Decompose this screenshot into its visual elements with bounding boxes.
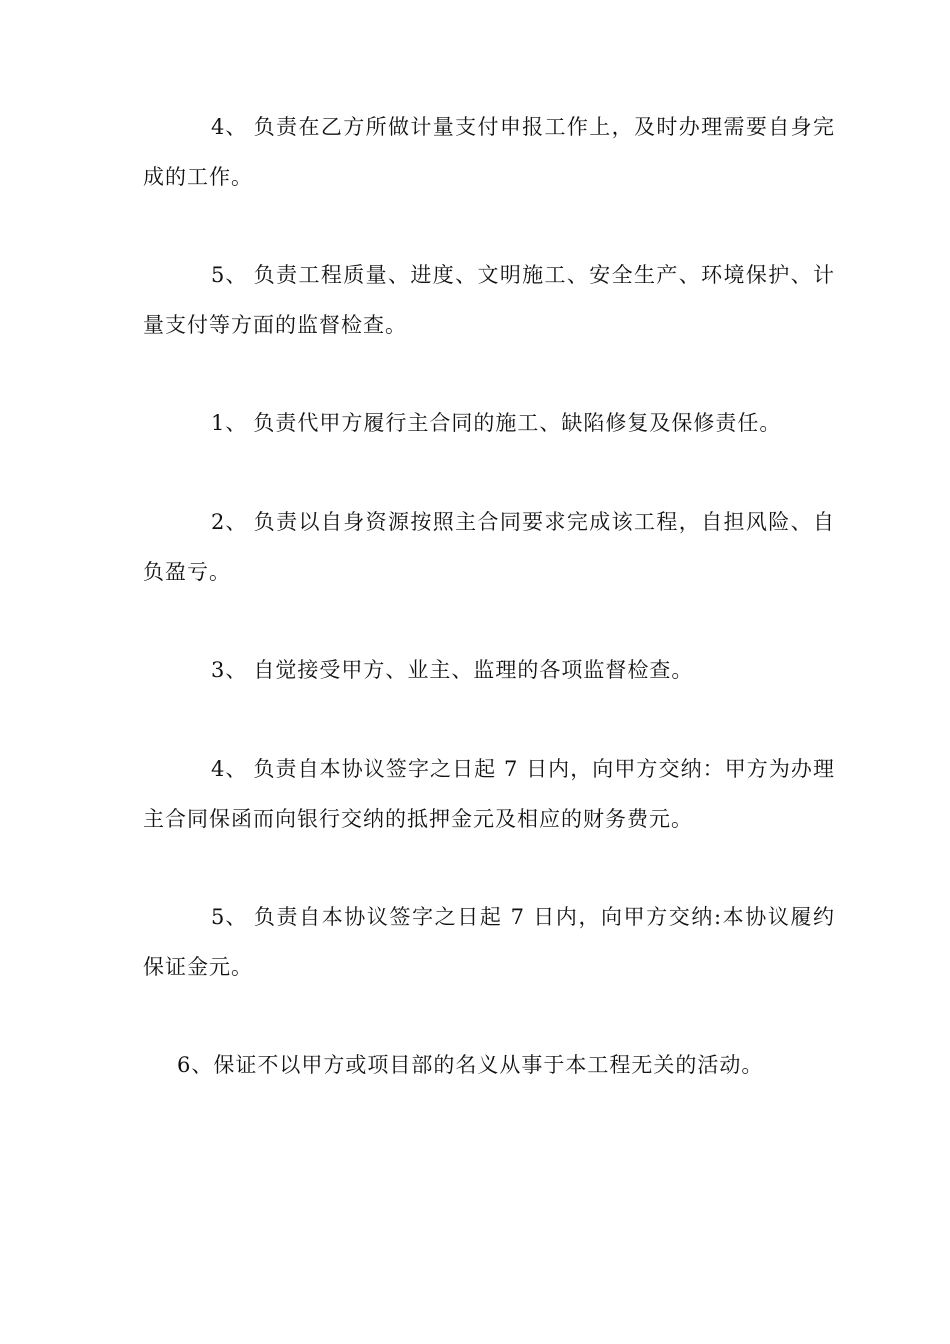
- paragraph-item: [143, 645, 835, 695]
- paragraph-text: 负责代甲方履行主合同的施工、缺陷修复及保修责任。: [253, 411, 782, 435]
- paragraph-number: 5、: [211, 263, 248, 287]
- paragraph-number: 4、: [211, 115, 248, 139]
- paragraph-text: 负责在乙方所做计量支付申报工作上，及时办理需要自身完成的工作。: [143, 115, 835, 189]
- paragraph-number: 1、: [211, 411, 248, 435]
- paragraph-text: 负责以自身资源按照主合同要求完成该工程，自担风险、自负盈亏。: [143, 510, 835, 584]
- paragraph-item: [143, 892, 835, 992]
- paragraph-number: 4、: [211, 757, 248, 781]
- paragraph-number: 2、: [211, 510, 248, 534]
- paragraph-text: 负责工程质量、进度、文明施工、安全生产、环境保护、计量支付等方面的监督检查。: [143, 263, 835, 337]
- paragraph-number: 3、: [211, 658, 248, 682]
- paragraph-item: [143, 398, 835, 448]
- paragraph-text: 自觉接受甲方、业主、监理的各项监督检查。: [253, 658, 694, 682]
- paragraph-item: [143, 250, 835, 350]
- paragraph-number: 5、: [211, 905, 248, 929]
- paragraph-item: [143, 744, 835, 844]
- paragraph-text: 6、保证不以甲方或项目部的名义从事于本工程无关的活动。: [177, 1053, 764, 1077]
- paragraph-item: [143, 1040, 835, 1090]
- paragraph-text: 负责自本协议签字之日起 7 日内，向甲方交纳：甲方为办理主合同保函而向银行交纳的抵押金元及相应的财务费元。: [143, 757, 835, 831]
- paragraph-item: [143, 497, 835, 597]
- paragraph-item: [143, 102, 835, 202]
- paragraph-text: 负责自本协议签字之日起 7 日内，向甲方交纳:本协议履约保证金元。: [143, 905, 835, 979]
